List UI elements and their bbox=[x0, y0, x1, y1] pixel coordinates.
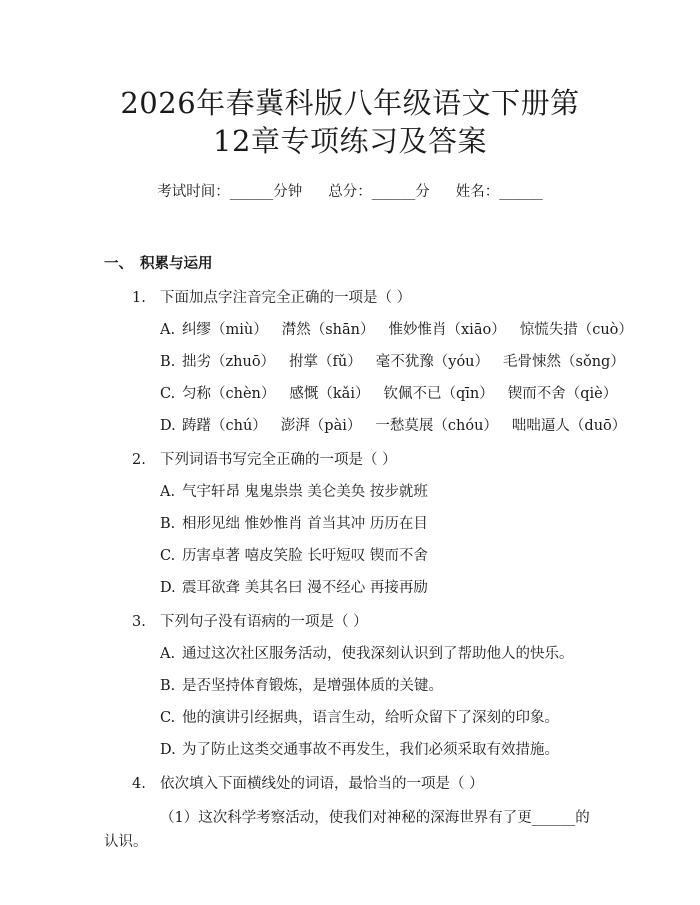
option-item: 潸然（shān） bbox=[281, 322, 375, 338]
exam-time: 考试时间：______分钟 bbox=[157, 184, 303, 200]
option-item: 钦佩不已（qīn） bbox=[383, 386, 494, 402]
exam-name: 姓名：______ bbox=[455, 184, 543, 200]
option-text: 历害卓著 嘻皮笑脸 长吁短叹 锲而不舍 bbox=[182, 548, 428, 564]
option-2c bbox=[104, 546, 596, 566]
option-2a bbox=[104, 482, 596, 502]
question-text: 下面加点字注音完全正确的一项是（ ） bbox=[160, 290, 412, 306]
option-item: 踌躇（chú） bbox=[182, 418, 267, 434]
option-text: 震耳欲聋 美其名曰 漫不经心 再接再励 bbox=[182, 580, 428, 596]
option-letter: A. bbox=[160, 322, 176, 338]
question-text: 依次填入下面横线处的词语，最恰当的一项是（ ） bbox=[160, 776, 484, 792]
question-4-sub-1: （1）这次科学考察活动，使我们对神秘的深海世界有了更______的认识。 bbox=[104, 810, 590, 850]
option-item: 一愁莫展（chóu） bbox=[375, 418, 498, 434]
question-number: 3. bbox=[132, 614, 146, 630]
option-item: 锲而不舍（qiè） bbox=[507, 386, 618, 402]
option-text: 相形见绌 惟妙惟肖 首当其冲 历历在目 bbox=[182, 516, 428, 532]
option-item: 拙劣（zhuō） bbox=[182, 354, 276, 370]
option-item: 毛骨悚然（sǒng） bbox=[503, 354, 625, 370]
option-item: 咄咄逼人（duō） bbox=[511, 418, 627, 434]
option-letter: D. bbox=[160, 742, 176, 758]
question-text: 下列句子没有语病的一项是（ ） bbox=[160, 614, 368, 630]
option-1a bbox=[104, 320, 633, 340]
section-number: 一、 bbox=[104, 255, 133, 272]
option-letter: C. bbox=[160, 386, 176, 402]
question-3 bbox=[104, 612, 596, 632]
option-1b bbox=[104, 352, 625, 372]
question-2 bbox=[104, 450, 596, 470]
section-title: 积累与运用 bbox=[140, 255, 213, 272]
option-letter: B. bbox=[160, 516, 176, 532]
page-title: 2026年春冀科版八年级语文下册第12章专项练习及答案 bbox=[120, 86, 580, 158]
option-3a bbox=[104, 644, 596, 664]
option-2d bbox=[104, 578, 596, 598]
option-item: 拊掌（fǔ） bbox=[289, 354, 362, 370]
question-number: 2. bbox=[132, 452, 146, 468]
option-letter: A. bbox=[160, 646, 176, 662]
option-1d bbox=[104, 416, 627, 436]
option-letter: D. bbox=[160, 580, 176, 596]
option-item: 感慨（kǎi） bbox=[289, 386, 370, 402]
option-1c bbox=[104, 384, 618, 404]
option-text: 为了防止这类交通事故不再发生，我们必须采取有效措施。 bbox=[182, 742, 559, 758]
option-text: 他的演讲引经据典，语言生动，给听众留下了深刻的印象。 bbox=[182, 710, 559, 726]
option-letter: B. bbox=[160, 678, 176, 694]
question-4 bbox=[104, 774, 596, 794]
option-text: 气宇轩昂 鬼鬼祟祟 美仑美奂 按步就班 bbox=[182, 484, 428, 500]
option-3b bbox=[104, 676, 596, 696]
option-text: 是否坚持体育锻炼，是增强体质的关键。 bbox=[182, 678, 443, 694]
exam-meta bbox=[104, 182, 596, 202]
option-3d bbox=[104, 740, 596, 760]
option-letter: C. bbox=[160, 548, 176, 564]
section-heading bbox=[104, 254, 596, 274]
question-number: 4. bbox=[132, 776, 146, 792]
option-item: 匀称（chèn） bbox=[182, 386, 276, 402]
option-text: 通过这次社区服务活动，使我深刻认识到了帮助他人的快乐。 bbox=[182, 646, 574, 662]
option-3c bbox=[104, 708, 596, 728]
option-item: 毫不犹豫（yóu） bbox=[375, 354, 490, 370]
option-letter: B. bbox=[160, 354, 176, 370]
option-letter: C. bbox=[160, 710, 176, 726]
question-1 bbox=[104, 288, 596, 308]
option-item: 惊慌失措（cuò） bbox=[519, 322, 633, 338]
option-item: 惟妙惟肖（xiāo） bbox=[388, 322, 506, 338]
question-text: 下列词语书写完全正确的一项是（ ） bbox=[160, 452, 397, 468]
option-letter: D. bbox=[160, 418, 176, 434]
option-letter: A. bbox=[160, 484, 176, 500]
option-2b bbox=[104, 514, 596, 534]
exam-score: 总分：______分 bbox=[328, 184, 430, 200]
question-number: 1. bbox=[132, 290, 146, 306]
option-item: 纠缪（miù） bbox=[182, 322, 268, 338]
option-item: 澎湃（pài） bbox=[280, 418, 362, 434]
